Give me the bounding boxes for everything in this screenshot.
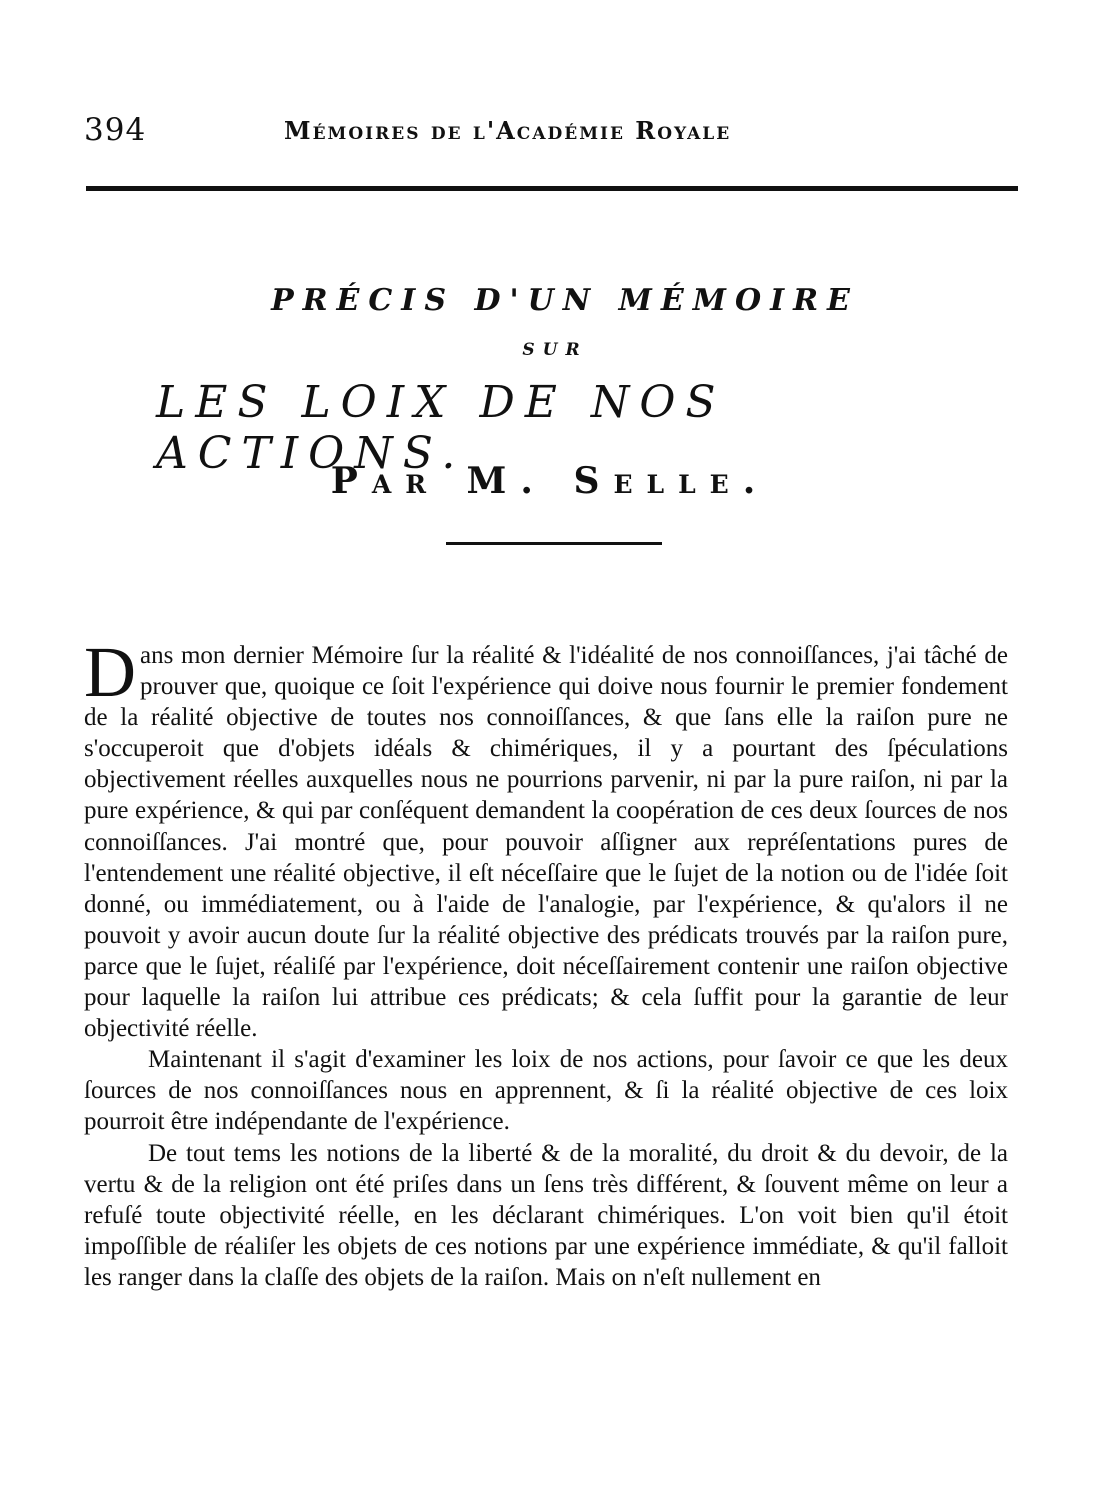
title-line-1: PRÉCIS D'UN MÉMOIRE	[271, 283, 859, 318]
title-line-2: SUR	[522, 340, 588, 360]
body-text	[84, 632, 1008, 1293]
running-title: Mémoires de l'Académie Royale	[284, 116, 732, 145]
paragraph-1	[84, 632, 1008, 1044]
page-number: 394	[84, 112, 147, 148]
paragraph-3: De tout tems les notions de la liberté & de la moralité, du droit & du devoir, de la vertu & de la religion ont été priſes dans un ſens très différent, & ſouvent même on leur a refuſé toute objectivité réelle, en les déclarant chimériques. L'on voit bien qu'il étoit impoſſible de réaliſer les objets de ces notions par une expérience immédiate, & qu'il falloit les ranger dans la claſſe des objets de la raiſon. Mais on n'eſt nullement en	[84, 1139, 1008, 1291]
author-line: Par M. Selle.	[330, 460, 770, 502]
title-line-3: LES LOIX DE NOS ACTIONS.	[156, 377, 726, 479]
drop-cap: D	[84, 632, 136, 712]
title-divider-rule	[446, 542, 662, 545]
header-rule	[86, 186, 1018, 191]
running-head	[84, 112, 1014, 152]
paragraph-1-text: ans mon dernier Mémoire ſur la réalité & l'idéalité de nos connoiſſances, j'ai tâché de prouver que, quoique ce ſoit l'expérience qui doive nous fournir le premier fondement de la réalité objective de toutes nos connoiſſances, & que ſans elle la raiſon pure ne s'occuperoit que d'objets idéals & chimériques, il y a pourtant des ſpéculations objectivement réelles auxquelles nous ne pourrions parvenir, ni par la pure raiſon, ni par la pure expérience, & qui par conſéquent demandent la coopération de ces deux ſources de nos connoiſſances. J'ai montré que, pour pouvoir aſſigner aux repréſentations pures de l'entendement une réalité objective, il eſt néceſſaire que le ſujet de la notion ou de l'idée ſoit donné, ou immédiatement, ou à l'aide de l'analogie, par l'expérience, & qu'alors il ne pouvoit y avoir aucun doute ſur la réalité objective des prédicats trouvés par la raiſon pure, parce que le ſujet, réaliſé par l'expérience, doit néceſſairement contenir une raiſon objective pour laquelle la raiſon lui attribue ces prédicats; & cela ſuffit pour la garantie de leur objectivité réelle.	[84, 642, 1008, 1043]
paragraph-2: Maintenant il s'agit d'examiner les loix de nos actions, pour ſavoir ce que les deux ſources de nos connoiſſances nous en apprennent, & ſi la réalité objective de ces loix pourroit être indépendante de l'expérience.	[84, 1046, 1008, 1136]
